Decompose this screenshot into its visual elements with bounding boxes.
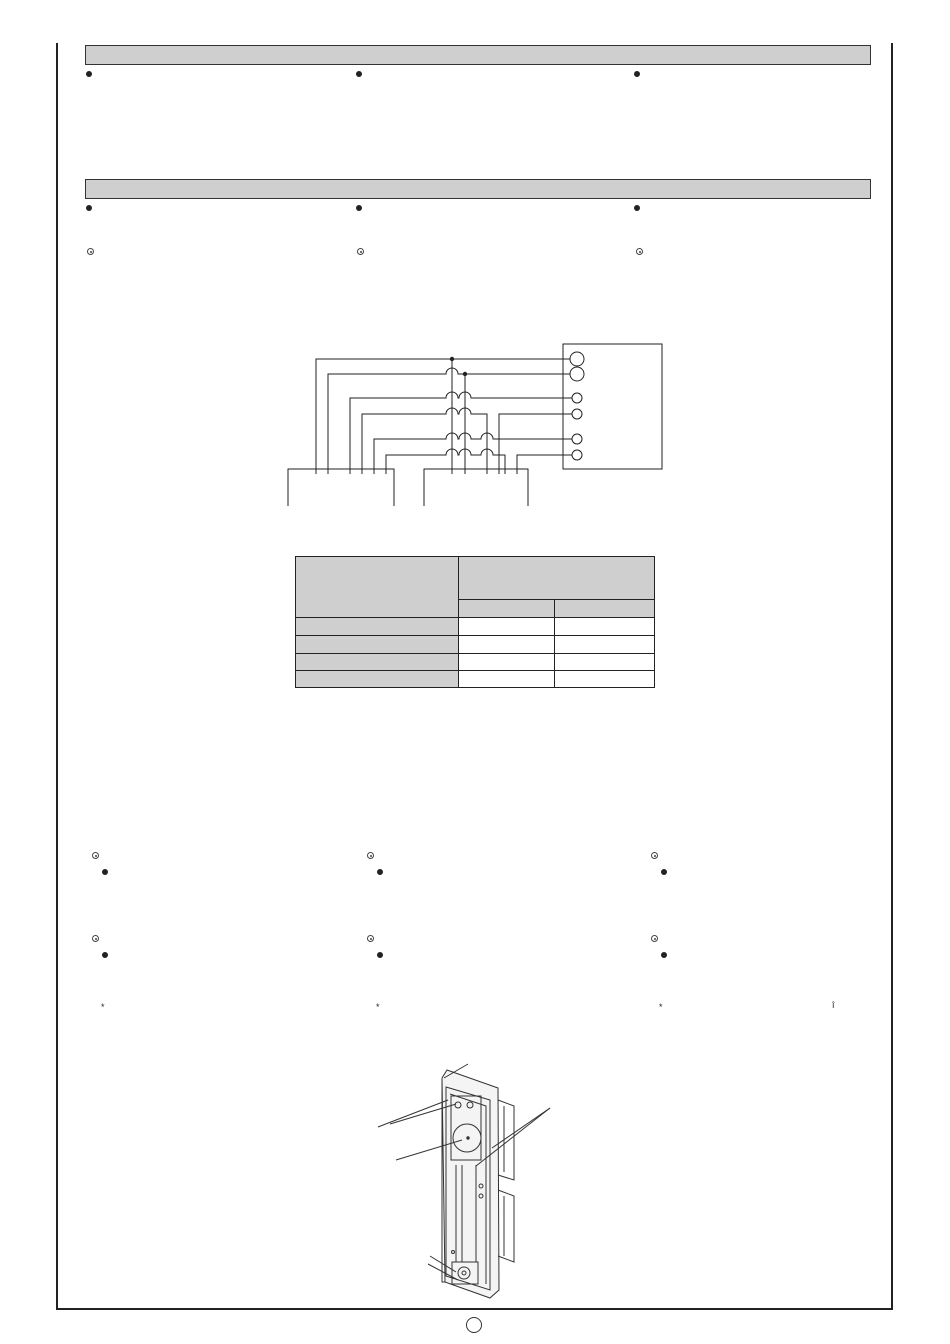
page-number-circle-icon	[466, 1317, 482, 1333]
asterisk-mark: *	[376, 1002, 380, 1012]
stray-glyph: î	[832, 1000, 835, 1010]
asterisk-mark: *	[101, 1002, 105, 1012]
asterisk-mark: *	[659, 1002, 663, 1012]
